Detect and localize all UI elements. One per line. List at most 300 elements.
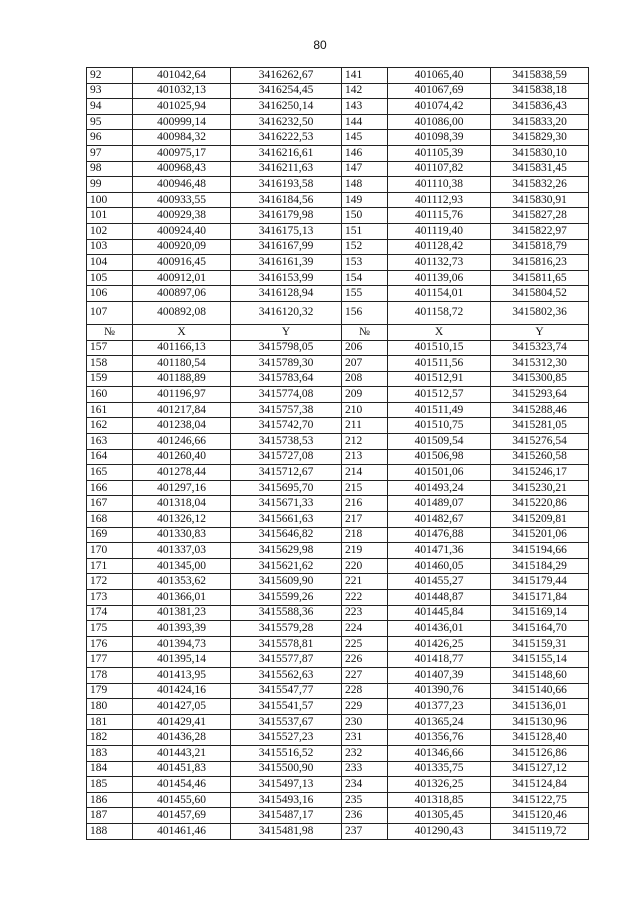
x-coordinate-cell: 400968,43 xyxy=(133,161,231,177)
y-coordinate-cell: 3415830,10 xyxy=(491,145,589,161)
point-number-cell: 156 xyxy=(342,301,388,324)
point-number-cell: 236 xyxy=(342,808,388,824)
x-coordinate-cell: 401337,03 xyxy=(133,543,231,559)
x-coordinate-cell: 401429,41 xyxy=(133,714,231,730)
y-coordinate-cell: 3415609,90 xyxy=(231,574,342,590)
point-number-cell: 179 xyxy=(87,683,133,699)
point-number-cell: 165 xyxy=(87,465,133,481)
y-coordinate-cell: 3415727,08 xyxy=(231,449,342,465)
point-number-cell: 170 xyxy=(87,543,133,559)
y-coordinate-cell: 3416211,63 xyxy=(231,161,342,177)
point-number-cell: 216 xyxy=(342,496,388,512)
point-number-cell: 158 xyxy=(87,356,133,372)
x-coordinate-cell: 401110,38 xyxy=(388,177,491,193)
point-number-cell: 160 xyxy=(87,387,133,403)
y-coordinate-cell: 3415588,36 xyxy=(231,605,342,621)
x-coordinate-cell: 401105,39 xyxy=(388,145,491,161)
point-number-cell: 145 xyxy=(342,130,388,146)
y-coordinate-cell: 3415169,14 xyxy=(491,605,589,621)
table-row xyxy=(87,480,589,496)
point-number-cell: 208 xyxy=(342,371,388,387)
y-coordinate-cell: 3415230,21 xyxy=(491,480,589,496)
point-number-cell: 180 xyxy=(87,699,133,715)
y-coordinate-cell: 3415833,20 xyxy=(491,114,589,130)
x-coordinate-cell: 401318,04 xyxy=(133,496,231,512)
y-coordinate-cell: 3415220,86 xyxy=(491,496,589,512)
y-coordinate-cell: 3415288,46 xyxy=(491,402,589,418)
x-coordinate-cell: 401326,12 xyxy=(133,512,231,528)
y-coordinate-cell: 3415497,13 xyxy=(231,777,342,793)
table-row xyxy=(87,777,589,793)
y-coordinate-cell: 3415578,81 xyxy=(231,636,342,652)
point-number-cell: 102 xyxy=(87,223,133,239)
point-number-cell: 218 xyxy=(342,527,388,543)
x-coordinate-cell: 401330,83 xyxy=(133,527,231,543)
point-number-cell: 184 xyxy=(87,761,133,777)
x-coordinate-cell: 401196,97 xyxy=(133,387,231,403)
x-coordinate-cell: 401278,44 xyxy=(133,465,231,481)
point-number-cell: 231 xyxy=(342,730,388,746)
x-coordinate-cell: 401448,87 xyxy=(388,590,491,606)
x-coordinate-cell: 401297,16 xyxy=(133,480,231,496)
point-number-cell: 227 xyxy=(342,667,388,683)
x-coordinate-cell: 401112,93 xyxy=(388,192,491,208)
column-header: Y xyxy=(491,324,589,340)
point-number-cell: 168 xyxy=(87,512,133,528)
x-coordinate-cell: 401390,76 xyxy=(388,683,491,699)
table-row xyxy=(87,223,589,239)
column-header: № xyxy=(342,324,388,340)
y-coordinate-cell: 3416153,99 xyxy=(231,270,342,286)
point-number-cell: 161 xyxy=(87,402,133,418)
table-row xyxy=(87,558,589,574)
y-coordinate-cell: 3415260,58 xyxy=(491,449,589,465)
x-coordinate-cell: 401318,85 xyxy=(388,792,491,808)
table-row xyxy=(87,99,589,115)
point-number-cell: 219 xyxy=(342,543,388,559)
y-coordinate-cell: 3415194,66 xyxy=(491,543,589,559)
x-coordinate-cell: 400929,38 xyxy=(133,208,231,224)
x-coordinate-cell: 401098,39 xyxy=(388,130,491,146)
column-header: X xyxy=(388,324,491,340)
point-number-cell: 146 xyxy=(342,145,388,161)
point-number-cell: 225 xyxy=(342,636,388,652)
y-coordinate-cell: 3415671,33 xyxy=(231,496,342,512)
y-coordinate-cell: 3415171,84 xyxy=(491,590,589,606)
point-number-cell: 177 xyxy=(87,652,133,668)
x-coordinate-cell: 401445,84 xyxy=(388,605,491,621)
table-row xyxy=(87,192,589,208)
table-row xyxy=(87,68,589,84)
y-coordinate-cell: 3415831,45 xyxy=(491,161,589,177)
y-coordinate-cell: 3416262,67 xyxy=(231,68,342,84)
table-row xyxy=(87,808,589,824)
point-number-cell: 206 xyxy=(342,340,388,356)
x-coordinate-cell: 401180,54 xyxy=(133,356,231,372)
point-number-cell: 166 xyxy=(87,480,133,496)
column-header: X xyxy=(133,324,231,340)
x-coordinate-cell: 401501,06 xyxy=(388,465,491,481)
point-number-cell: 152 xyxy=(342,239,388,255)
y-coordinate-cell: 3416222,53 xyxy=(231,130,342,146)
table-row xyxy=(87,745,589,761)
table-row xyxy=(87,683,589,699)
table-row xyxy=(87,449,589,465)
x-coordinate-cell: 401166,13 xyxy=(133,340,231,356)
y-coordinate-cell: 3415804,52 xyxy=(491,286,589,302)
y-coordinate-cell: 3415816,23 xyxy=(491,255,589,271)
point-number-cell: 230 xyxy=(342,714,388,730)
x-coordinate-cell: 401238,04 xyxy=(133,418,231,434)
table-row xyxy=(87,543,589,559)
y-coordinate-cell: 3415577,87 xyxy=(231,652,342,668)
point-number-cell: 162 xyxy=(87,418,133,434)
point-number-cell: 185 xyxy=(87,777,133,793)
y-coordinate-cell: 3415246,17 xyxy=(491,465,589,481)
x-coordinate-cell: 401305,45 xyxy=(388,808,491,824)
point-number-cell: 163 xyxy=(87,434,133,450)
point-number-cell: 153 xyxy=(342,255,388,271)
y-coordinate-cell: 3415201,06 xyxy=(491,527,589,543)
x-coordinate-cell: 401493,24 xyxy=(388,480,491,496)
point-number-cell: 147 xyxy=(342,161,388,177)
x-coordinate-cell: 401119,40 xyxy=(388,223,491,239)
point-number-cell: 142 xyxy=(342,83,388,99)
y-coordinate-cell: 3415119,72 xyxy=(491,823,589,839)
x-coordinate-cell: 401188,89 xyxy=(133,371,231,387)
y-coordinate-cell: 3415184,29 xyxy=(491,558,589,574)
y-coordinate-cell: 3415822,97 xyxy=(491,223,589,239)
point-number-cell: 94 xyxy=(87,99,133,115)
y-coordinate-cell: 3415126,86 xyxy=(491,745,589,761)
table-row xyxy=(87,356,589,372)
x-coordinate-cell: 401512,57 xyxy=(388,387,491,403)
x-coordinate-cell: 401067,69 xyxy=(388,83,491,99)
table-row xyxy=(87,270,589,286)
y-coordinate-cell: 3415562,63 xyxy=(231,667,342,683)
y-coordinate-cell: 3415646,82 xyxy=(231,527,342,543)
point-number-cell: 224 xyxy=(342,621,388,637)
table-row xyxy=(87,402,589,418)
y-coordinate-cell: 3415621,62 xyxy=(231,558,342,574)
x-coordinate-cell: 400975,17 xyxy=(133,145,231,161)
point-number-cell: 232 xyxy=(342,745,388,761)
x-coordinate-cell: 401509,54 xyxy=(388,434,491,450)
x-coordinate-cell: 401413,95 xyxy=(133,667,231,683)
y-coordinate-cell: 3416175,13 xyxy=(231,223,342,239)
point-number-cell: 188 xyxy=(87,823,133,839)
table-row xyxy=(87,465,589,481)
y-coordinate-cell: 3415838,18 xyxy=(491,83,589,99)
y-coordinate-cell: 3415738,53 xyxy=(231,434,342,450)
x-coordinate-cell: 401512,91 xyxy=(388,371,491,387)
x-coordinate-cell: 400892,08 xyxy=(133,301,231,324)
x-coordinate-cell: 401476,88 xyxy=(388,527,491,543)
point-number-cell: 174 xyxy=(87,605,133,621)
table-row xyxy=(87,161,589,177)
y-coordinate-cell: 3415130,96 xyxy=(491,714,589,730)
y-coordinate-cell: 3415124,84 xyxy=(491,777,589,793)
point-number-cell: 210 xyxy=(342,402,388,418)
x-coordinate-cell: 401115,76 xyxy=(388,208,491,224)
point-number-cell: 104 xyxy=(87,255,133,271)
y-coordinate-cell: 3415798,05 xyxy=(231,340,342,356)
y-coordinate-cell: 3415661,63 xyxy=(231,512,342,528)
point-number-cell: 226 xyxy=(342,652,388,668)
table-row xyxy=(87,286,589,302)
y-coordinate-cell: 3415527,23 xyxy=(231,730,342,746)
x-coordinate-cell: 401395,14 xyxy=(133,652,231,668)
y-coordinate-cell: 3415629,98 xyxy=(231,543,342,559)
table-row xyxy=(87,239,589,255)
y-coordinate-cell: 3416184,56 xyxy=(231,192,342,208)
x-coordinate-cell: 401451,83 xyxy=(133,761,231,777)
table-row xyxy=(87,636,589,652)
x-coordinate-cell: 401365,24 xyxy=(388,714,491,730)
table-row xyxy=(87,699,589,715)
table-row xyxy=(87,434,589,450)
table-row xyxy=(87,371,589,387)
y-coordinate-cell: 3415159,31 xyxy=(491,636,589,652)
point-number-cell: 149 xyxy=(342,192,388,208)
x-coordinate-cell: 401489,07 xyxy=(388,496,491,512)
y-coordinate-cell: 3415811,65 xyxy=(491,270,589,286)
point-number-cell: 107 xyxy=(87,301,133,324)
y-coordinate-cell: 3415829,30 xyxy=(491,130,589,146)
y-coordinate-cell: 3415293,64 xyxy=(491,387,589,403)
header-row xyxy=(87,324,589,340)
point-number-cell: 101 xyxy=(87,208,133,224)
x-coordinate-cell: 401454,46 xyxy=(133,777,231,793)
x-coordinate-cell: 401455,60 xyxy=(133,792,231,808)
y-coordinate-cell: 3415312,30 xyxy=(491,356,589,372)
point-number-cell: 143 xyxy=(342,99,388,115)
point-number-cell: 96 xyxy=(87,130,133,146)
x-coordinate-cell: 401025,94 xyxy=(133,99,231,115)
y-coordinate-cell: 3415547,77 xyxy=(231,683,342,699)
y-coordinate-cell: 3415830,91 xyxy=(491,192,589,208)
table-row xyxy=(87,340,589,356)
x-coordinate-cell: 400912,01 xyxy=(133,270,231,286)
point-number-cell: 182 xyxy=(87,730,133,746)
x-coordinate-cell: 401217,84 xyxy=(133,402,231,418)
point-number-cell: 167 xyxy=(87,496,133,512)
x-coordinate-cell: 401511,56 xyxy=(388,356,491,372)
point-number-cell: 176 xyxy=(87,636,133,652)
column-header: Y xyxy=(231,324,342,340)
y-coordinate-cell: 3415783,64 xyxy=(231,371,342,387)
point-number-cell: 164 xyxy=(87,449,133,465)
x-coordinate-cell: 401128,42 xyxy=(388,239,491,255)
y-coordinate-cell: 3416216,61 xyxy=(231,145,342,161)
x-coordinate-cell: 401407,39 xyxy=(388,667,491,683)
y-coordinate-cell: 3415516,52 xyxy=(231,745,342,761)
point-number-cell: 220 xyxy=(342,558,388,574)
table-row xyxy=(87,387,589,403)
point-number-cell: 106 xyxy=(87,286,133,302)
point-number-cell: 105 xyxy=(87,270,133,286)
x-coordinate-cell: 401482,67 xyxy=(388,512,491,528)
y-coordinate-cell: 3415838,59 xyxy=(491,68,589,84)
point-number-cell: 229 xyxy=(342,699,388,715)
point-number-cell: 100 xyxy=(87,192,133,208)
point-number-cell: 92 xyxy=(87,68,133,84)
x-coordinate-cell: 401424,16 xyxy=(133,683,231,699)
table-row xyxy=(87,301,589,324)
x-coordinate-cell: 401335,75 xyxy=(388,761,491,777)
x-coordinate-cell: 401377,23 xyxy=(388,699,491,715)
table-row xyxy=(87,792,589,808)
y-coordinate-cell: 3415164,70 xyxy=(491,621,589,637)
point-number-cell: 154 xyxy=(342,270,388,286)
table-row xyxy=(87,605,589,621)
point-number-cell: 212 xyxy=(342,434,388,450)
x-coordinate-cell: 401393,39 xyxy=(133,621,231,637)
x-coordinate-cell: 401506,98 xyxy=(388,449,491,465)
table-row xyxy=(87,574,589,590)
y-coordinate-cell: 3415802,36 xyxy=(491,301,589,324)
y-coordinate-cell: 3415742,70 xyxy=(231,418,342,434)
table-row xyxy=(87,130,589,146)
x-coordinate-cell: 401353,62 xyxy=(133,574,231,590)
point-number-cell: 93 xyxy=(87,83,133,99)
y-coordinate-cell: 3415827,28 xyxy=(491,208,589,224)
x-coordinate-cell: 401471,36 xyxy=(388,543,491,559)
y-coordinate-cell: 3415127,12 xyxy=(491,761,589,777)
point-number-cell: 211 xyxy=(342,418,388,434)
y-coordinate-cell: 3415541,57 xyxy=(231,699,342,715)
x-coordinate-cell: 401086,00 xyxy=(388,114,491,130)
y-coordinate-cell: 3415122,75 xyxy=(491,792,589,808)
point-number-cell: 234 xyxy=(342,777,388,793)
x-coordinate-cell: 401426,25 xyxy=(388,636,491,652)
point-number-cell: 221 xyxy=(342,574,388,590)
table-row xyxy=(87,83,589,99)
x-coordinate-cell: 401290,43 xyxy=(388,823,491,839)
y-coordinate-cell: 3415276,54 xyxy=(491,434,589,450)
y-coordinate-cell: 3415120,46 xyxy=(491,808,589,824)
x-coordinate-cell: 401366,01 xyxy=(133,590,231,606)
point-number-cell: 169 xyxy=(87,527,133,543)
y-coordinate-cell: 3415493,16 xyxy=(231,792,342,808)
point-number-cell: 175 xyxy=(87,621,133,637)
y-coordinate-cell: 3416250,14 xyxy=(231,99,342,115)
table-row xyxy=(87,761,589,777)
point-number-cell: 98 xyxy=(87,161,133,177)
y-coordinate-cell: 3415789,30 xyxy=(231,356,342,372)
y-coordinate-cell: 3416120,32 xyxy=(231,301,342,324)
y-coordinate-cell: 3415128,40 xyxy=(491,730,589,746)
column-header: № xyxy=(87,324,133,340)
y-coordinate-cell: 3415209,81 xyxy=(491,512,589,528)
point-number-cell: 99 xyxy=(87,177,133,193)
page-number: 80 xyxy=(313,38,327,52)
point-number-cell: 95 xyxy=(87,114,133,130)
point-number-cell: 155 xyxy=(342,286,388,302)
x-coordinate-cell: 401394,73 xyxy=(133,636,231,652)
x-coordinate-cell: 400933,55 xyxy=(133,192,231,208)
point-number-cell: 214 xyxy=(342,465,388,481)
y-coordinate-cell: 3415487,17 xyxy=(231,808,342,824)
x-coordinate-cell: 401107,82 xyxy=(388,161,491,177)
x-coordinate-cell: 401511,49 xyxy=(388,402,491,418)
table-row xyxy=(87,114,589,130)
table-row xyxy=(87,667,589,683)
x-coordinate-cell: 401443,21 xyxy=(133,745,231,761)
table-row xyxy=(87,590,589,606)
point-number-cell: 209 xyxy=(342,387,388,403)
y-coordinate-cell: 3416232,50 xyxy=(231,114,342,130)
x-coordinate-cell: 401154,01 xyxy=(388,286,491,302)
x-coordinate-cell: 401510,75 xyxy=(388,418,491,434)
point-number-cell: 187 xyxy=(87,808,133,824)
table-row xyxy=(87,730,589,746)
x-coordinate-cell: 401042,64 xyxy=(133,68,231,84)
y-coordinate-cell: 3415323,74 xyxy=(491,340,589,356)
y-coordinate-cell: 3416193,58 xyxy=(231,177,342,193)
point-number-cell: 173 xyxy=(87,590,133,606)
x-coordinate-cell: 401346,66 xyxy=(388,745,491,761)
x-coordinate-cell: 401326,25 xyxy=(388,777,491,793)
y-coordinate-cell: 3416128,94 xyxy=(231,286,342,302)
y-coordinate-cell: 3415140,66 xyxy=(491,683,589,699)
table-row xyxy=(87,177,589,193)
point-number-cell: 235 xyxy=(342,792,388,808)
y-coordinate-cell: 3416167,99 xyxy=(231,239,342,255)
x-coordinate-cell: 400984,32 xyxy=(133,130,231,146)
x-coordinate-cell: 401457,69 xyxy=(133,808,231,824)
x-coordinate-cell: 401436,28 xyxy=(133,730,231,746)
x-coordinate-cell: 400924,40 xyxy=(133,223,231,239)
point-number-cell: 151 xyxy=(342,223,388,239)
y-coordinate-cell: 3415500,90 xyxy=(231,761,342,777)
table-row xyxy=(87,527,589,543)
x-coordinate-cell: 401065,40 xyxy=(388,68,491,84)
y-coordinate-cell: 3415300,85 xyxy=(491,371,589,387)
point-number-cell: 148 xyxy=(342,177,388,193)
point-number-cell: 141 xyxy=(342,68,388,84)
table-row xyxy=(87,714,589,730)
x-coordinate-cell: 400920,09 xyxy=(133,239,231,255)
x-coordinate-cell: 400897,06 xyxy=(133,286,231,302)
y-coordinate-cell: 3415836,43 xyxy=(491,99,589,115)
y-coordinate-cell: 3415818,79 xyxy=(491,239,589,255)
point-number-cell: 215 xyxy=(342,480,388,496)
y-coordinate-cell: 3416161,39 xyxy=(231,255,342,271)
point-number-cell: 228 xyxy=(342,683,388,699)
x-coordinate-cell: 401032,13 xyxy=(133,83,231,99)
table-row xyxy=(87,208,589,224)
y-coordinate-cell: 3415695,70 xyxy=(231,480,342,496)
table-row xyxy=(87,823,589,839)
y-coordinate-cell: 3415481,98 xyxy=(231,823,342,839)
x-coordinate-cell: 401260,40 xyxy=(133,449,231,465)
y-coordinate-cell: 3415148,60 xyxy=(491,667,589,683)
x-coordinate-cell: 401132,73 xyxy=(388,255,491,271)
y-coordinate-cell: 3415155,14 xyxy=(491,652,589,668)
x-coordinate-cell: 401427,05 xyxy=(133,699,231,715)
x-coordinate-cell: 401460,05 xyxy=(388,558,491,574)
point-number-cell: 217 xyxy=(342,512,388,528)
x-coordinate-cell: 401139,06 xyxy=(388,270,491,286)
table-row xyxy=(87,652,589,668)
point-number-cell: 186 xyxy=(87,792,133,808)
table-row xyxy=(87,621,589,637)
point-number-cell: 157 xyxy=(87,340,133,356)
x-coordinate-cell: 401345,00 xyxy=(133,558,231,574)
table-row xyxy=(87,496,589,512)
x-coordinate-cell: 401510,15 xyxy=(388,340,491,356)
